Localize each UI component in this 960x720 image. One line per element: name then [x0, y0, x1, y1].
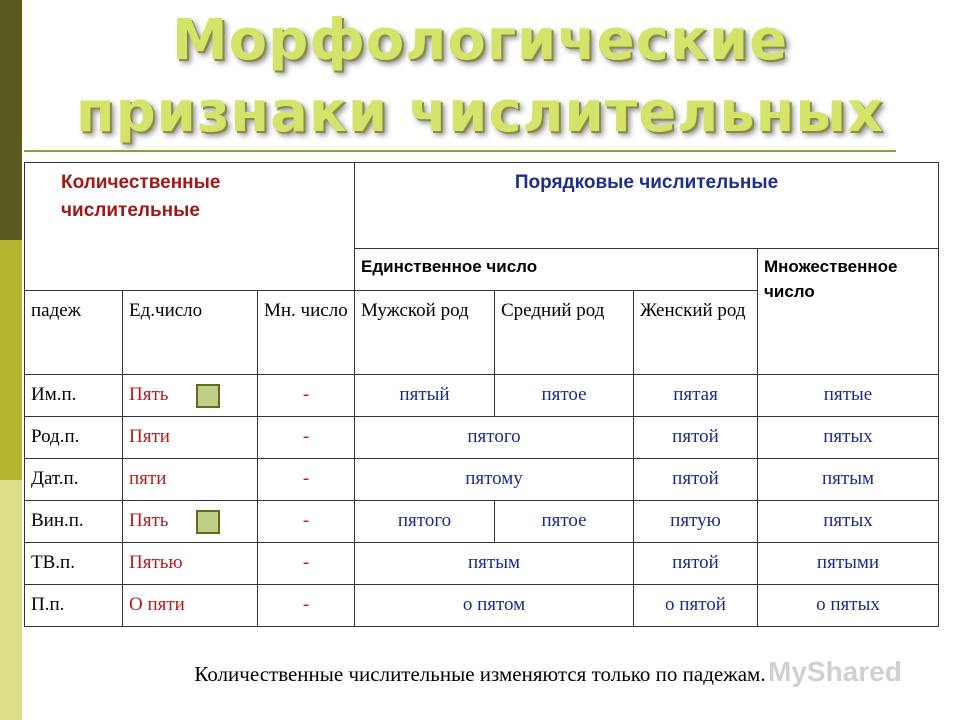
numerals-table — [24, 162, 939, 627]
masc-neut-cell: пятого — [355, 417, 634, 459]
col-neuter: Средний род — [495, 291, 634, 375]
slide-title-line2: признаки числительных — [75, 80, 885, 145]
plural-form-cell: пятых — [758, 417, 939, 459]
footer-note: Количественные числительные изменяются только по падежам. — [194, 662, 766, 686]
left-decor-bar-middle — [0, 240, 22, 480]
singular-cell: Пяти — [123, 417, 258, 459]
case-cell: Вин.п. — [25, 501, 123, 543]
plural-form-cell: о пятых — [758, 585, 939, 627]
plural-cell: - — [258, 543, 355, 585]
slide-title-line1: Морфологические — [171, 8, 789, 73]
feminine-cell: пятую — [634, 501, 758, 543]
plural-cell: - — [258, 375, 355, 417]
plural-form-cell: пятых — [758, 501, 939, 543]
feminine-cell: пятой — [634, 459, 758, 501]
col-masculine: Мужской род — [355, 291, 495, 375]
plural-cell: - — [258, 417, 355, 459]
col-feminine: Женский род — [634, 291, 758, 375]
masc-neut-cell: пятому — [355, 459, 634, 501]
feminine-cell: пятая — [634, 375, 758, 417]
singular-cell: пяти — [123, 459, 258, 501]
masc-neut-cell: пятым — [355, 543, 634, 585]
plural-form-cell: пятым — [758, 459, 939, 501]
col-case: падеж — [25, 291, 123, 375]
header-singular: Единственное число — [355, 249, 758, 291]
table-row — [25, 585, 939, 627]
singular-cell: Пять — [123, 375, 258, 417]
feminine-cell: пятой — [634, 543, 758, 585]
feminine-cell: о пятой — [634, 585, 758, 627]
table-row — [25, 459, 939, 501]
plural-form-cell: пятыми — [758, 543, 939, 585]
header-plural: Множественное число — [758, 249, 939, 375]
singular-cell: Пять — [123, 501, 258, 543]
singular-cell: О пяти — [123, 585, 258, 627]
table-row — [25, 375, 939, 417]
case-cell: П.п. — [25, 585, 123, 627]
case-cell: Им.п. — [25, 375, 123, 417]
highlight-box — [196, 384, 220, 408]
masculine-cell: пятого — [355, 501, 495, 543]
singular-cell: Пятью — [123, 543, 258, 585]
title-underline — [24, 150, 896, 152]
neuter-cell: пятое — [495, 375, 634, 417]
neuter-cell: пятое — [495, 501, 634, 543]
plural-form-cell: пятые — [758, 375, 939, 417]
table-row — [25, 501, 939, 543]
col-singular: Ед.число — [123, 291, 258, 375]
masculine-cell: пятый — [355, 375, 495, 417]
table-row — [25, 543, 939, 585]
header-quantitative: Количественные числительные — [25, 163, 355, 291]
case-cell: ТВ.п. — [25, 543, 123, 585]
header-ordinal: Порядковые числительные — [355, 163, 939, 249]
case-cell: Дат.п. — [25, 459, 123, 501]
plural-cell: - — [258, 501, 355, 543]
table-row — [25, 417, 939, 459]
left-decor-bar-top — [0, 0, 22, 240]
watermark-logo: MyShared — [768, 656, 902, 687]
masc-neut-cell: о пятом — [355, 585, 634, 627]
case-cell: Род.п. — [25, 417, 123, 459]
highlight-box — [196, 510, 220, 534]
feminine-cell: пятой — [634, 417, 758, 459]
plural-cell: - — [258, 459, 355, 501]
plural-cell: - — [258, 585, 355, 627]
col-plural: Мн. число — [258, 291, 355, 375]
